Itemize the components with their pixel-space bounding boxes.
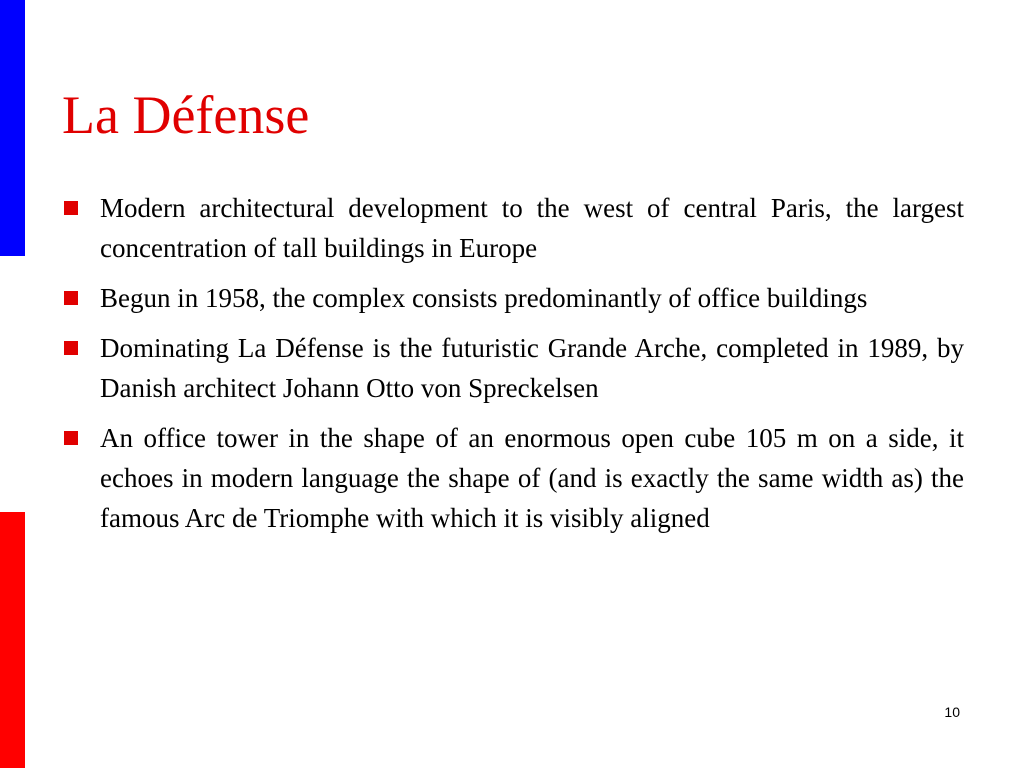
square-bullet-icon — [64, 201, 78, 215]
bullet-item — [64, 278, 964, 318]
page-number: 10 — [944, 704, 960, 720]
blue-accent-stripe — [0, 0, 25, 256]
bullet-list — [64, 188, 964, 548]
bullet-item — [64, 188, 964, 268]
square-bullet-icon — [64, 341, 78, 355]
bullet-item — [64, 418, 964, 538]
square-bullet-icon — [64, 291, 78, 305]
bullet-text: Begun in 1958, the complex consists predominantly of office buildings — [100, 283, 868, 313]
slide-title: La Défense — [62, 85, 310, 145]
red-accent-stripe — [0, 512, 25, 768]
bullet-item — [64, 328, 964, 408]
square-bullet-icon — [64, 431, 78, 445]
bullet-text: An office tower in the shape of an enormous open cube 105 m on a side, it echoes in modern language the shape of (and is exactly the same width as) the famous Arc de Triomphe with which it is visibly aligned — [100, 423, 964, 533]
bullet-text: Modern architectural development to the west of central Paris, the largest concentration of tall buildings in Europe — [100, 193, 964, 263]
bullet-text: Dominating La Défense is the futuristic Grande Arche, completed in 1989, by Danish architect Johann Otto von Spreckelsen — [100, 333, 964, 403]
